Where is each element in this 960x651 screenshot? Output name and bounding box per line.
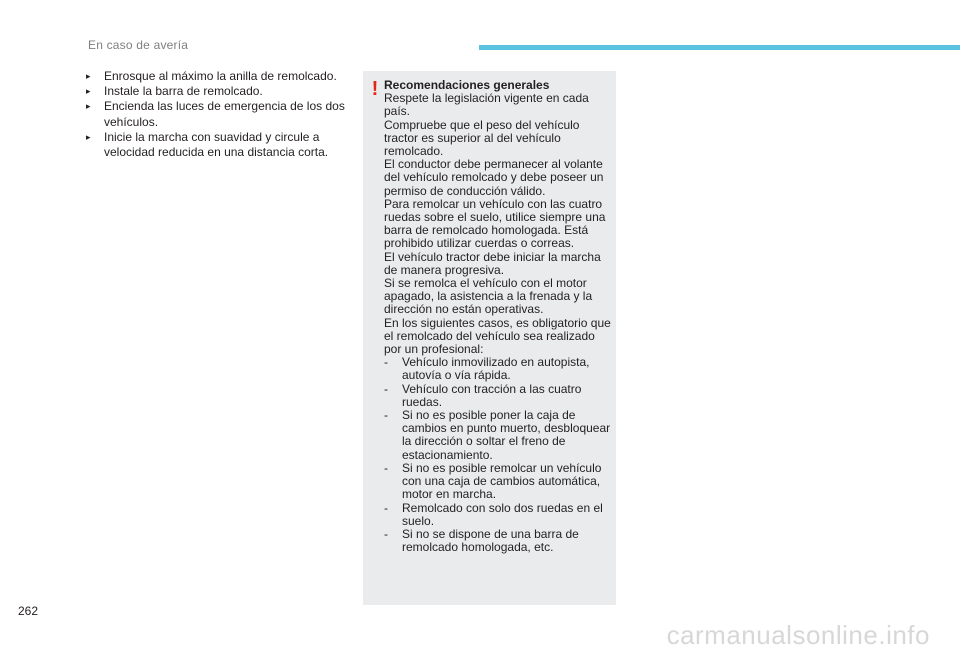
list-item: - Remolcado con solo dos ruedas en el suelo.	[384, 500, 603, 528]
section-title: En caso de avería	[88, 38, 189, 52]
step-text: Encienda las luces de emergencia de los dos vehículos.	[104, 99, 345, 129]
section-accent-bar	[479, 45, 960, 50]
list-item: - Vehículo con tracción a las cuatro ruedas.	[384, 381, 582, 409]
page-number: 262	[18, 604, 39, 618]
step-text: Instale la barra de remolcado.	[104, 84, 263, 99]
watermark: carmanualsonline.info	[666, 620, 930, 650]
step-item	[86, 99, 351, 129]
warning-box	[363, 71, 616, 605]
warning-list	[384, 356, 614, 554]
exclamation-warning-icon: !	[371, 78, 379, 100]
list-item-text: Si no se dispone de una barra de remolcado homologada, etc.	[402, 526, 579, 555]
arrow-bullet-icon: ▸	[86, 101, 91, 112]
list-item: - Si no se dispone de una barra de remolcado homologada, etc.	[384, 526, 579, 555]
warning-paragraph: El conductor debe permanecer al volante del vehículo remolcado y debe poseer un permiso de conducción válido.	[384, 157, 604, 198]
step-item	[86, 130, 351, 160]
warning-title: Recomendaciones generales	[384, 78, 550, 92]
warning-paragraph: Respete la legislación vigente en cada país.	[384, 91, 589, 119]
instruction-steps	[86, 69, 351, 160]
step-item	[86, 84, 351, 99]
step-text: Enrosque al máximo la anilla de remolcado.	[104, 69, 337, 83]
list-item-text: Remolcado con solo dos ruedas en el suelo.	[402, 500, 603, 528]
arrow-bullet-icon: ▸	[86, 71, 91, 81]
step-text: Inicie la marcha con suavidad y circule a velocidad reducida en una distancia corta.	[104, 129, 329, 160]
arrow-bullet-icon: ▸	[86, 131, 91, 142]
warning-paragraph: Compruebe que el peso del vehículo tractor es superior al del vehículo remolcado.	[384, 117, 580, 159]
warning-paragraph: Si se remolca el vehículo con el motor apagado, la asistencia a la frenada y la dirección no están operativas.	[384, 276, 593, 317]
warning-paragraph: En los siguientes casos, es obligatorio que el remolcado del vehículo sea realizado por un profesional:	[384, 315, 611, 357]
list-item-text: Si no es posible poner la caja de cambios en punto muerto, desbloquear la dirección o soltar el freno de estacionamiento.	[402, 408, 611, 462]
warning-paragraph: Para remolcar un vehículo con las cuatro ruedas sobre el suelo, utilice siempre una barra de remolcado homologada. Está prohibido utilizar cuerdas o correas.	[384, 196, 606, 251]
list-item: - Vehículo inmovilizado en autopista, autovía o vía rápida.	[384, 355, 590, 383]
list-item-text: Vehículo con tracción a las cuatro ruedas.	[402, 381, 582, 409]
arrow-bullet-icon: ▸	[86, 86, 91, 97]
list-item: - Si no es posible poner la caja de cambios en punto muerto, desbloquear la dirección o soltar el freno de estacionamiento.	[384, 408, 611, 462]
list-item: - Si no es posible remolcar un vehículo con una caja de cambios automática, motor en marcha.	[384, 460, 602, 502]
step-item	[86, 69, 351, 84]
warning-paragraph: El vehículo tractor debe iniciar la marcha de manera progresiva.	[384, 249, 601, 277]
list-item-text: Vehículo inmovilizado en autopista, autovía o vía rápida.	[402, 355, 590, 383]
list-item-text: Si no es posible remolcar un vehículo con una caja de cambios automática, motor en marcha.	[402, 460, 602, 502]
warning-content	[384, 79, 614, 554]
